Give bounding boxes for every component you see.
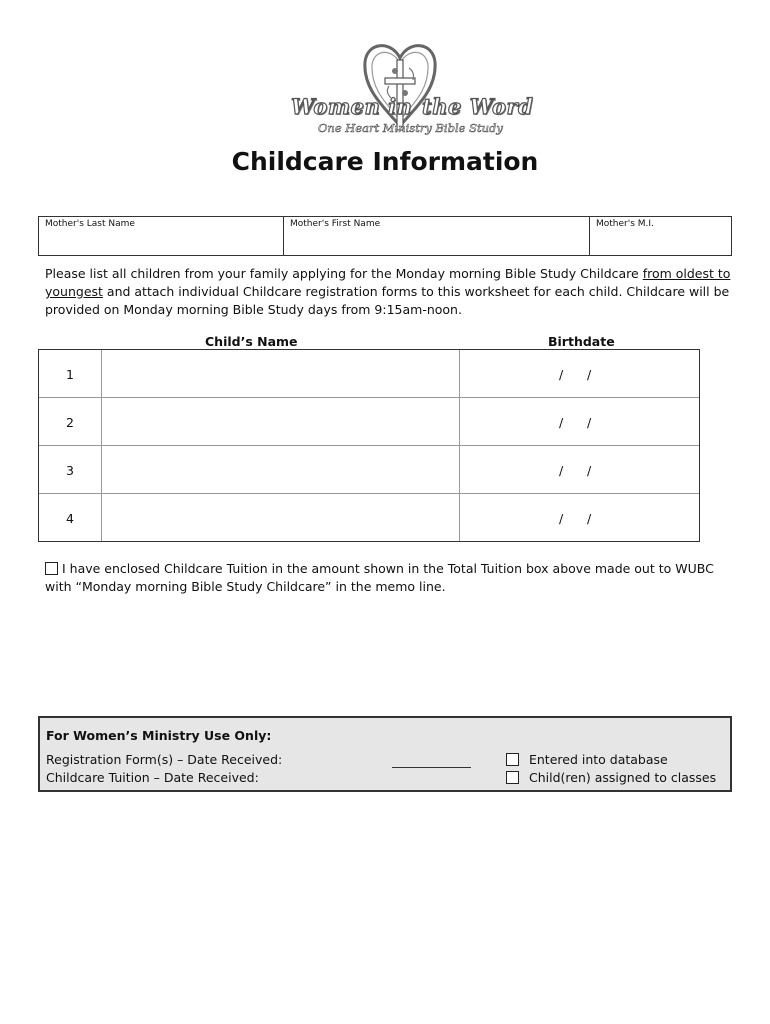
women-in-the-word-logo <box>285 38 534 140</box>
row-number: 1 <box>66 367 74 382</box>
instructions-paragraph <box>45 265 735 319</box>
child-name-field[interactable] <box>101 398 460 445</box>
children-table <box>38 349 700 542</box>
office-use-title: For Women’s Ministry Use Only: <box>46 728 272 743</box>
table-row <box>39 494 699 542</box>
mother-first-name-field[interactable] <box>284 217 590 255</box>
instructions-text-end: and attach individual Childcare registration forms to this worksheet for each child. Childcare will be provided on Monday morning Bible Study days from 9:15am-noon. <box>45 284 730 317</box>
child-name-field[interactable] <box>101 350 460 397</box>
child-name-header: Child’s Name <box>205 334 298 349</box>
table-row <box>39 446 699 494</box>
entered-database-checkbox[interactable] <box>506 753 519 766</box>
assigned-classes-item <box>506 770 716 785</box>
row-number: 4 <box>66 511 74 526</box>
logo-tagline: One Heart Ministry Bible Study <box>318 121 503 135</box>
row-number: 3 <box>66 463 74 478</box>
tuition-date-label: Childcare Tuition – Date Received: <box>46 770 259 785</box>
mother-mi-label: Mother's M.I. <box>596 219 654 229</box>
mother-last-name-label: Mother's Last Name <box>45 219 135 229</box>
tuition-note-text: I have enclosed Childcare Tuition in the amount shown in the Total Tuition box above made out to WUBC with “Monday morning Bible Study Childcare” in the memo line. <box>45 561 714 594</box>
instructions-text-start: Please list all children from your family applying for the Monday morning Bible Study Childcare <box>45 266 643 281</box>
instructions-underlined: from oldest to youngest <box>45 266 731 299</box>
birthdate-field[interactable]: / / <box>559 463 592 478</box>
child-name-field[interactable] <box>101 446 460 493</box>
table-row <box>39 398 699 446</box>
birthdate-field[interactable]: / / <box>559 367 592 382</box>
mother-first-name-label: Mother's First Name <box>290 219 381 229</box>
registration-date-label: Registration Form(s) – Date Received: <box>46 752 283 767</box>
mother-mi-field[interactable] <box>590 217 731 255</box>
birthdate-header: Birthdate <box>548 334 615 349</box>
assigned-classes-label: Child(ren) assigned to classes <box>528 770 717 785</box>
logo-name-left: Women in <box>291 94 413 119</box>
tuition-enclosed-checkbox[interactable] <box>45 562 58 575</box>
mother-name-table <box>38 216 732 256</box>
entered-database-label: Entered into database <box>528 752 668 767</box>
entered-database-item <box>506 752 668 767</box>
birthdate-field[interactable]: / / <box>559 415 592 430</box>
mother-last-name-field[interactable] <box>39 217 284 255</box>
logo-name-right: the Word <box>422 94 534 119</box>
birthdate-field[interactable]: / / <box>559 511 592 526</box>
child-name-field[interactable] <box>101 494 460 541</box>
row-number: 2 <box>66 415 74 430</box>
date-received-line[interactable] <box>392 767 471 768</box>
tuition-note <box>45 560 735 596</box>
office-use-box <box>38 716 732 792</box>
table-row <box>39 350 699 398</box>
page-title: Childcare Information <box>231 147 539 176</box>
assigned-classes-checkbox[interactable] <box>506 771 519 784</box>
